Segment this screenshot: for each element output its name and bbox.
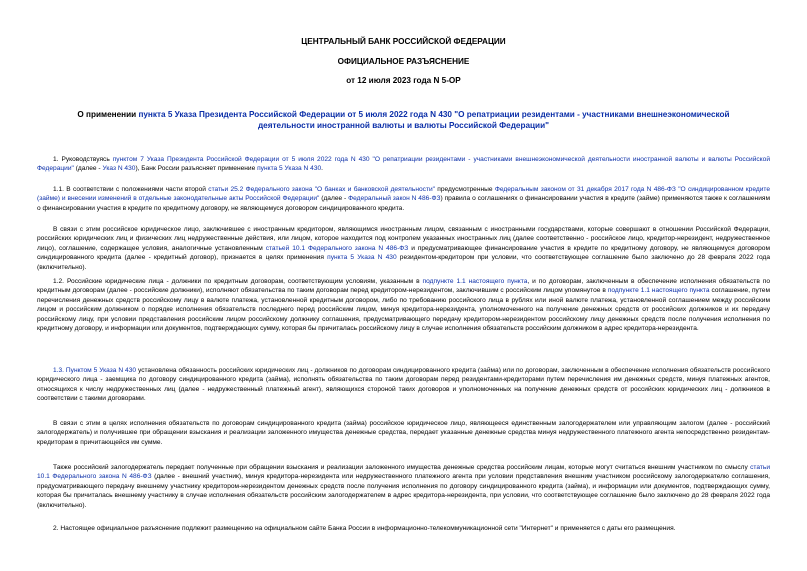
title-link[interactable]: пункта 5 Указа Президента Российской Федерации от 5 июля 2022 года N 430 "О репатриации резидентами - участниками внешнеэкономической деятельности иностранной валюты и валюты Российской Федерации" [138,110,730,130]
text: 1.2. Российские юридические лица - должники по кредитным договорам, соответствующим условиям, указанным в [53,278,423,285]
text: В связи с этим в целях исполнения обязательств по договорам синдицированного кредита (займа) российское юридическое лицо, являющееся единственным залогодержателем или управляющим залогом (далее - российский залогодержатель) и получившее при обращении взыскания и реализации заложенного имущества денежные средства, передает указанные денежные средства минуя недружественного платежного агента непосредственно резидентам-кредиторам в причитающейся им сумме. [37,420,770,446]
text: , и по договорам, заключенным в обеспечение исполнения обязательств по кредитным договорам (далее - российские должники), исполняют обязательства по таким договорам перед кредитором-нерезидентом, заключившим с российским лицом упомянутое в [37,278,770,295]
paragraph-1-2 [37,277,770,334]
text: (далее - внешний участник), минуя кредитора-нерезидента или недружественного платежного агента при условии представления внешним участником российскому залогодержателю соглашения, предусматривающего передачу внешнему участнику кредитором-нерезидентом денежных средств после получения исполнения по договору синдицированного кредита (займа), и информации или документов, подтверждающих сумму, которая бы причиталась внешнему участнику в случае исполнения обязательств российским залогодержателем в адрес кредитора-нерезидента, при условии, что соответствующее соглашение было заключено до 28 февраля 2022 года (включительно). [37,473,770,509]
paragraph-1-3-external [37,463,770,510]
link-ukaz-p5[interactable]: пункта 5 Указа N 430 [327,254,397,262]
document-title [60,110,747,131]
link-law-486fz-short[interactable]: Федеральный закон N 486-ФЗ [348,195,441,203]
link-subpoint-1-1[interactable]: подпункте 1.1 настоящего пункта [422,278,528,285]
text: и предусматривающее финансирование участия в кредите по кредитному договору, не являющемуся договором синдицированного кредита (далее - кредитный договор), признается в целях применения [37,244,771,262]
text: соглашение, путем перечисления денежных средств российскому лицу в валюте платежа, установленной кредитным договором, либо по требованию российского лица в рублях или иной валюте платежа, установленной соглашением между российским лицом и российским должником о порядке исполнения обязательств последнего перед российским лицом, минуя кредитора-нерезидента, уполномоченного на получение денежных средств от российских должников и их передачу российскому лицу, при условии представления российским лицом российскому должнику соглашения, предусматривающего передачу кредитором-нерезидентом российскому лицу денежных средств после получения исполнения по кредитному договору, и информации или документов, подтверждающих сумму, которая бы причиталась российскому лицу в случае исполнения обязательств российским должником в адрес кредитора-нерезидента. [37,287,770,333]
text: резидентом-кредитором при условии, что соответствующее соглашение было заключено до 28 февраля 2022 года (включительно). [37,254,770,271]
link-ukaz-p7[interactable]: пунктом 7 Указа Президента Российской Федерации от 5 июля 2022 года N 430 "О репатриации резидентами - участниками внешнеэкономической деятельности иностранной валюты и валюты Российской Федерации" [37,156,770,173]
text: ), Банк России разъясняет применение [135,165,258,173]
paragraph-2 [37,524,770,533]
title-prefix: О применении [77,110,139,119]
text: 1.1. В соответствии с положениями части второй [53,186,209,193]
link-subpoint-1-1[interactable]: подпункте 1.1 настоящего пункта [607,287,710,295]
paragraph-1 [37,155,770,174]
text: 2. Настоящее официальное разъяснение подлежит размещению на официальном сайте Банка России в информационно-телекоммуникационной сети "Интернет" и применяется с даты его размещения. [53,525,676,532]
link-ukaz-430[interactable]: Указ N 430 [102,165,136,173]
link-ukaz-p5[interactable]: пункта 5 Указа N 430 [257,165,322,173]
text: . [321,165,323,173]
paragraph-1-3-cont [37,419,770,447]
paragraph-1-3 [37,366,770,404]
link-law-486fz[interactable]: Федеральным законом от 31 декабря 2017 года N 486-ФЗ "О синдицированном кредите (займе) и внесении изменений в отдельные законодательные акты Российской Федерации" [37,186,770,203]
text: (далее - [73,165,103,173]
text: ) правила о соглашениях о финансировании участия в кредите (займе) применяются также к соглашениям о финансировании участия в кредите по кредитному договору, не являющемуся договором синдицированного кредита. [37,195,770,212]
link-article-10-1[interactable]: статьей 10.1 Федерального закона N 486-ФЗ [265,244,409,252]
link-article-10-1[interactable]: статьи 10.1 Федерального закона N 486-ФЗ [37,464,770,481]
document-date-number: от 12 июля 2023 года N 5-ОР [346,76,461,85]
link-article-25-2[interactable]: статьи 25.2 Федерального закона "О банках и банковской деятельности" [208,186,435,193]
text: предусмотренные [435,186,495,193]
text: 1. Руководствуясь [53,156,113,163]
text: (далее - [319,195,349,203]
text: установлена обязанность российских юридических лиц - должников по договорам синдицированного кредита (займа) или по договорам, заключенным в обеспечение исполнения обязательств российского юридического лица - заемщика по договору синдицированного кредита (займа), исполнять обязательства по таким договорам перед резидентами-кредиторами путем перечисления им денежных средств, минуя платежных агентов, относящихся к числу недружественных лиц (далее - недружественный платежный агент), являющихся стороной таких договоров и уполномоченных на получение денежных средств от российских юридических лиц - должников в соответствии с такими договорами. [37,367,770,403]
document-type-heading: ОФИЦИАЛЬНОЕ РАЗЪЯСНЕНИЕ [337,57,470,66]
paragraph-1-1 [37,185,770,213]
organization-heading: ЦЕНТРАЛЬНЫЙ БАНК РОССИЙСКОЙ ФЕДЕРАЦИИ [301,37,506,46]
text: В связи с этим российское юридическое лицо, заключившее с иностранным кредитором, являющимся иностранным лицом, связанным с иностранными государствами, которые совершают в отношении Российской Федерации, российских юридических лиц и физических лиц недружественные действия, или лицом, которое находится под контролем указанных иностранных лиц (далее соответственно - российское лицо, кредитор-нерезидент, недружественное лицо), соглашение, содержащее условия, аналогичные установленным [37,226,770,252]
link-ukaz-p5[interactable]: 1.3. Пунктом 5 Указа N 430 [53,367,137,374]
text: Также российский залогодержатель передает полученные при обращении взыскания и реализации заложенного имущества денежные средства российским лицам, которые могут считаться внешним участником по смыслу [53,464,751,471]
paragraph-1-1-cont [37,225,770,272]
